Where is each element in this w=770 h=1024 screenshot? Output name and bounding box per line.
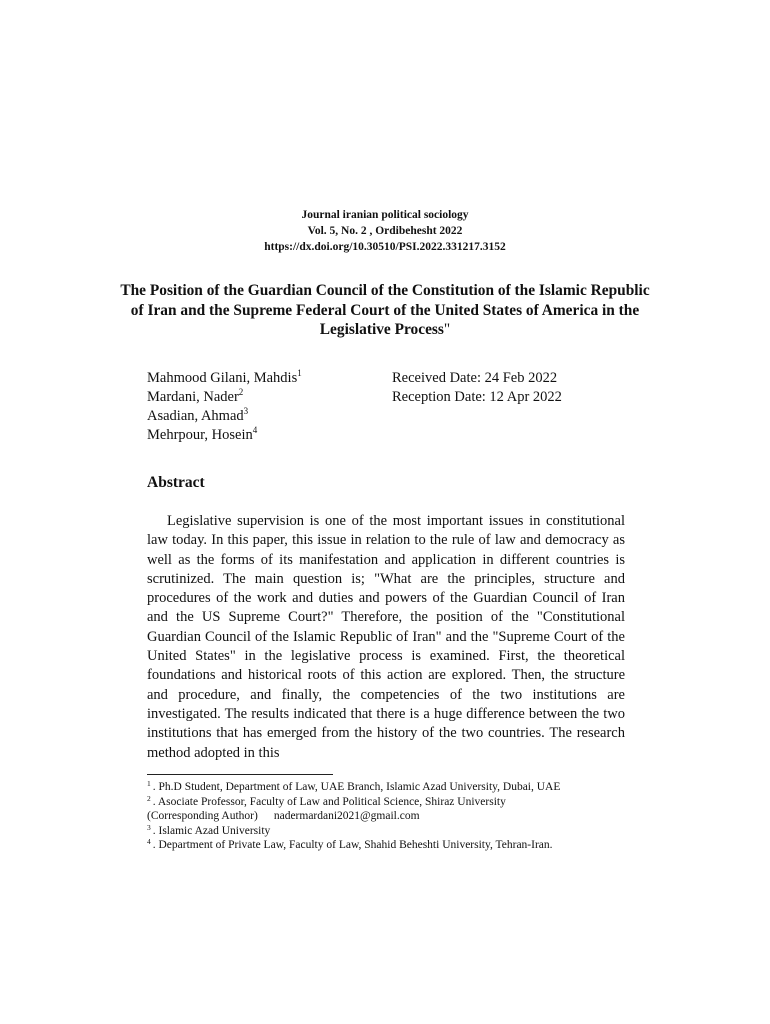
paper-title: [120, 281, 650, 340]
footnote-item: [147, 824, 647, 839]
footnote-text: . Asociate Professor, Faculty of Law and Political Science, Shiraz University: [152, 795, 506, 808]
author-footnote-mark: 1: [297, 368, 302, 378]
author-footnote-mark: 2: [238, 387, 244, 397]
corresponding-email: nadermardani2021@gmail.com: [273, 810, 420, 822]
journal-header: [0, 207, 770, 255]
author-entry: [147, 369, 302, 388]
footnote-divider: [147, 774, 333, 775]
author-name: Mahmood Gilani, Mahdis: [147, 370, 298, 386]
footnote-list: [147, 780, 647, 853]
date-block: [392, 369, 562, 407]
reception-date: Reception Date: 12 Apr 2022: [392, 389, 562, 405]
journal-name: Journal iranian political sociology: [301, 209, 469, 221]
footnote-text: . Ph.D Student, Department of Law, UAE Branch, Islamic Azad University, Dubai, UAE: [152, 781, 561, 793]
author-name: Asadian, Ahmad: [147, 408, 244, 424]
journal-volume: Vol. 5, No. 2 , Ordibehesht 2022: [307, 225, 463, 237]
footnote-mark: 2: [147, 793, 151, 803]
footnote-mark: 3: [147, 822, 151, 832]
abstract-heading: Abstract: [147, 474, 205, 491]
footnote-mark: 4: [147, 837, 151, 846]
title-closing-quote: ": [443, 321, 451, 338]
received-date: Received Date: 24 Feb 2022: [392, 370, 558, 386]
author-footnote-mark: 3: [243, 406, 249, 416]
author-name: Mehrpour, Hosein: [147, 427, 253, 443]
footnote-mark: 1: [147, 779, 151, 788]
footnote-item: [147, 795, 647, 810]
author-entry: [147, 426, 302, 445]
footnote-item: [147, 838, 647, 853]
footnote-text: . Islamic Azad University: [152, 824, 271, 837]
abstract-body: Legislative supervision is one of the most important issues in constitutional law today. In this paper, this issue in relation to the rule of law and democracy as well as the forms of its manifestation and application in different countries is scrutinized. The main question is; "What are the principles, structure and procedures of the work and duties and powers of the Guardian Council of Iran and the US Supreme Court?" Therefore, the position of the "Constitutional Guardian Council of the Islamic Republic of Iran" and the "Supreme Court of the United States" in the legislative process is examined. First, the theoretical foundations and historical roots of this action are explored. Then, the structure and procedure, and finally, the competencies of the two institutions are investigated. The results indicated that there is a huge difference between the two institutions that has emerged from the history of the two countries. The research method adopted in this: [147, 513, 625, 761]
journal-doi: https://dx.doi.org/10.30510/PSI.2022.331217.3152: [264, 241, 506, 253]
author-name: Mardani, Nader: [147, 389, 239, 405]
footnote-text: (Corresponding Author): [147, 810, 258, 822]
paper-title-text: The Position of the Guardian Council of the Constitution of the Islamic Republic of Iran and the Supreme Federal Court of the United States of America in the Legislative Process: [120, 282, 650, 338]
footnote-text: . Department of Private Law, Faculty of Law, Shahid Beheshti University, Tehran-Iran.: [152, 839, 553, 851]
author-entry: [147, 407, 302, 426]
footnote-item: [147, 809, 647, 824]
author-entry: [147, 388, 302, 407]
author-footnote-mark: 4: [252, 425, 258, 435]
footnote-item: [147, 780, 647, 795]
author-list: [147, 369, 302, 445]
